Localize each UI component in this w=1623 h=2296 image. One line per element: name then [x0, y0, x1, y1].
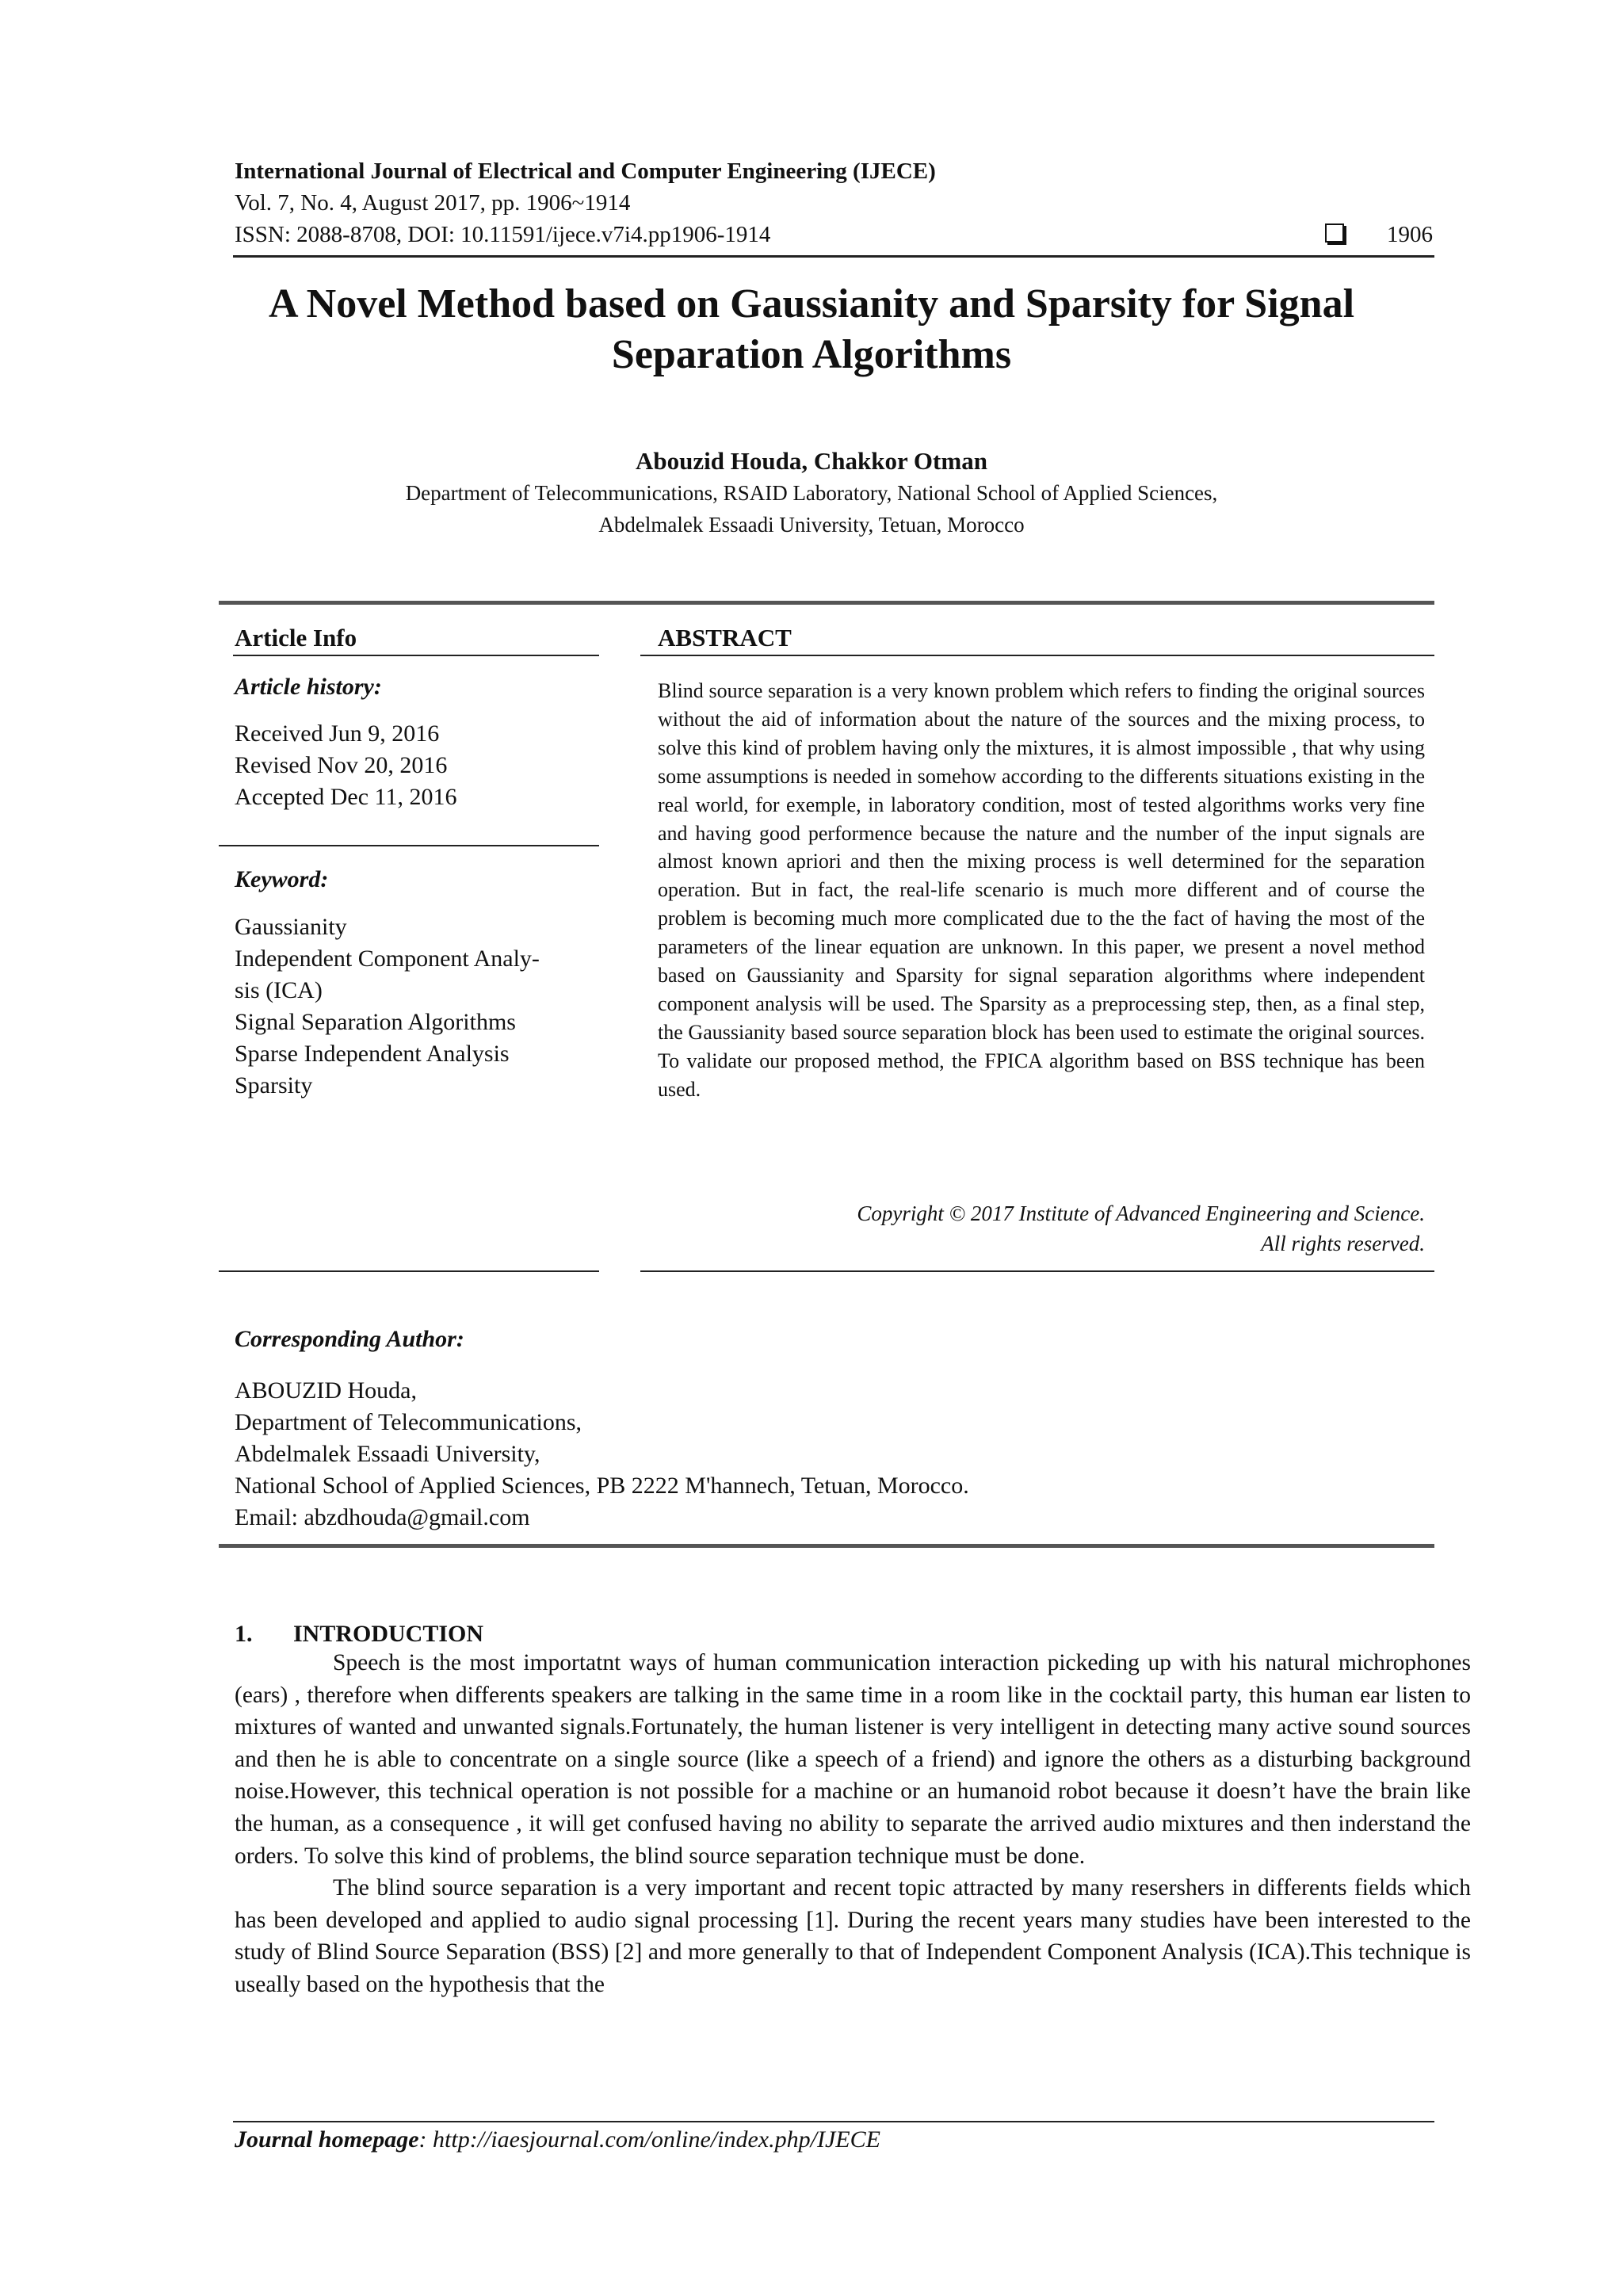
copyright-line-1: Copyright © 2017 Institute of Advanced Engineering and Science.: [857, 1201, 1425, 1225]
article-info-rule: [233, 655, 599, 656]
affiliation-line-2: Abdelmalek Essaadi University, Tetuan, Morocco: [598, 513, 1025, 537]
article-info-heading: Article Info: [235, 624, 357, 651]
title-line-1: A Novel Method based on Gaussianity and Sparsity for Signal: [268, 281, 1355, 327]
abstract-rule: [640, 655, 1434, 656]
journal-name: International Journal of Electrical and Computer Engineering (IJECE): [235, 159, 936, 184]
section-title: INTRODUCTION: [293, 1621, 484, 1647]
history-revised: Revised Nov 20, 2016: [235, 752, 448, 778]
header-rule: [233, 255, 1434, 258]
info-bottom-rule-right: [640, 1270, 1434, 1272]
info-bottom-rule-left: [219, 1270, 599, 1272]
introduction-heading: [235, 1618, 483, 1650]
corresponding-address: National School of Applied Sciences, PB 2222 M'hannech, Tetuan, Morocco.: [235, 1473, 969, 1499]
homepage-label: Journal homepage: [235, 2126, 419, 2153]
history-received: Received Jun 9, 2016: [235, 720, 440, 747]
keyword-item: Sparsity: [235, 1072, 313, 1098]
keyword-item: Signal Separation Algorithms: [235, 1009, 516, 1035]
corresponding-university: Abdelmalek Essaadi University,: [235, 1441, 540, 1467]
keyword-item: Sparse Independent Analysis: [235, 1041, 510, 1067]
journal-issn: ISSN: 2088-8708, DOI: 10.11591/ijece.v7i4.pp1906-1914: [235, 222, 771, 247]
journal-volume: Vol. 7, No. 4, August 2017, pp. 1906~1914: [235, 190, 631, 216]
section-number: 1.: [235, 1621, 253, 1647]
affiliation-line-1: Department of Telecommunications, RSAID Laboratory, National School of Applied Sciences,: [405, 481, 1218, 505]
homepage-url[interactable]: : http://iaesjournal.com/online/index.php/IJECE: [418, 2126, 880, 2153]
footer-rule: [233, 2121, 1434, 2122]
author-list: Abouzid Houda, Chakkor Otman: [636, 447, 987, 475]
intro-paragraph-2: The blind source separation is a very important and recent topic attracted by many resershers in differents fields which has been developed and applied to audio signal processing [1]. During the recent years many studies have been interested to the study of Blind Source Separation (BSS) [2] and more generally to that of Independent Component Analysis (ICA).This technique is useally based on the hypothesis that the: [235, 1875, 1471, 1997]
paper-title: [158, 279, 1465, 380]
page-number-block: [1325, 219, 1433, 250]
square-icon: [1325, 223, 1344, 243]
page-number: 1906: [1387, 222, 1433, 247]
history-accepted: Accepted Dec 11, 2016: [235, 784, 457, 810]
abstract-text: Blind source separation is a very known problem which refers to finding the original sources without the aid of information about the nature of the sources and the mixing process, to solve this kind of problem having only the mixtures, it is almost impossible , that why using some assumptions is needed in somehow according to the differents situations existing in the real world, for exemple, in laboratory condition, most of tested algorithms works very fine and having good performence because the nature and the number of the input signals are almost known apriori and then the mixing process is well determined for the separation operation. But in fact, the real-life scenario is much more different and of course the problem is becoming much more complicated due to the the fact of having the most of the parameters of the linear equation are unknown. In this paper, we present a novel method based on Gaussianity and Sparsity for signal separation algorithms where independent component analysis will be used. The Sparsity as a preprocessing step, then, as a final step, the Gaussianity based source separation block has been used to estimate the original sources. To validate our proposed method, the FPICA algorithm based on BSS technique has been used.: [658, 679, 1425, 1101]
corresponding-name: ABOUZID Houda,: [235, 1377, 417, 1404]
introduction-body: [235, 1647, 1471, 2001]
corresponding-email: Email: abzdhouda@gmail.com: [235, 1504, 530, 1530]
keyword-item: Gaussianity: [235, 914, 347, 940]
history-list: [235, 718, 599, 813]
corresponding-details: [235, 1375, 1471, 1534]
title-line-2: Separation Algorithms: [611, 332, 1012, 377]
keyword-item: Independent Component Analy-: [235, 946, 540, 972]
info-top-rule: [219, 601, 1434, 605]
keyword-heading: Keyword:: [235, 866, 329, 892]
abstract-heading: ABSTRACT: [658, 624, 792, 651]
journal-homepage: [235, 2124, 880, 2156]
history-heading: Article history:: [235, 674, 382, 700]
keyword-list: [235, 911, 607, 1102]
intro-paragraph-1: Speech is the most importatnt ways of human communication interaction pickeding up with his natural michrophones (ears) , therefore when differents speakers are talking in the same time in a room like in the cocktail party, this human ear listen to mixtures of wanted and unwanted signals.Fortunately, the human listener is very intelligent in detecting many active sound sources and then he is able to concentrate on a single source (like a speech of a friend) and ignore the others as a disturbing background noise.However, this technical operation is not possible for a machine or an humanoid robot because it doesn’t have the brain like the human, as a consequence , it will get confused having no ability to separate the arrived audio mixtures and then inderstand the orders. To solve this kind of problems, the blind source separation technique must be done.: [235, 1650, 1471, 1869]
history-rule: [219, 845, 599, 846]
corresponding-department: Department of Telecommunications,: [235, 1409, 582, 1435]
corresponding-rule: [219, 1544, 1434, 1548]
keyword-item: sis (ICA): [235, 977, 323, 1003]
corresponding-heading: Corresponding Author:: [235, 1326, 464, 1352]
copyright-line-2: All rights reserved.: [1261, 1232, 1425, 1255]
